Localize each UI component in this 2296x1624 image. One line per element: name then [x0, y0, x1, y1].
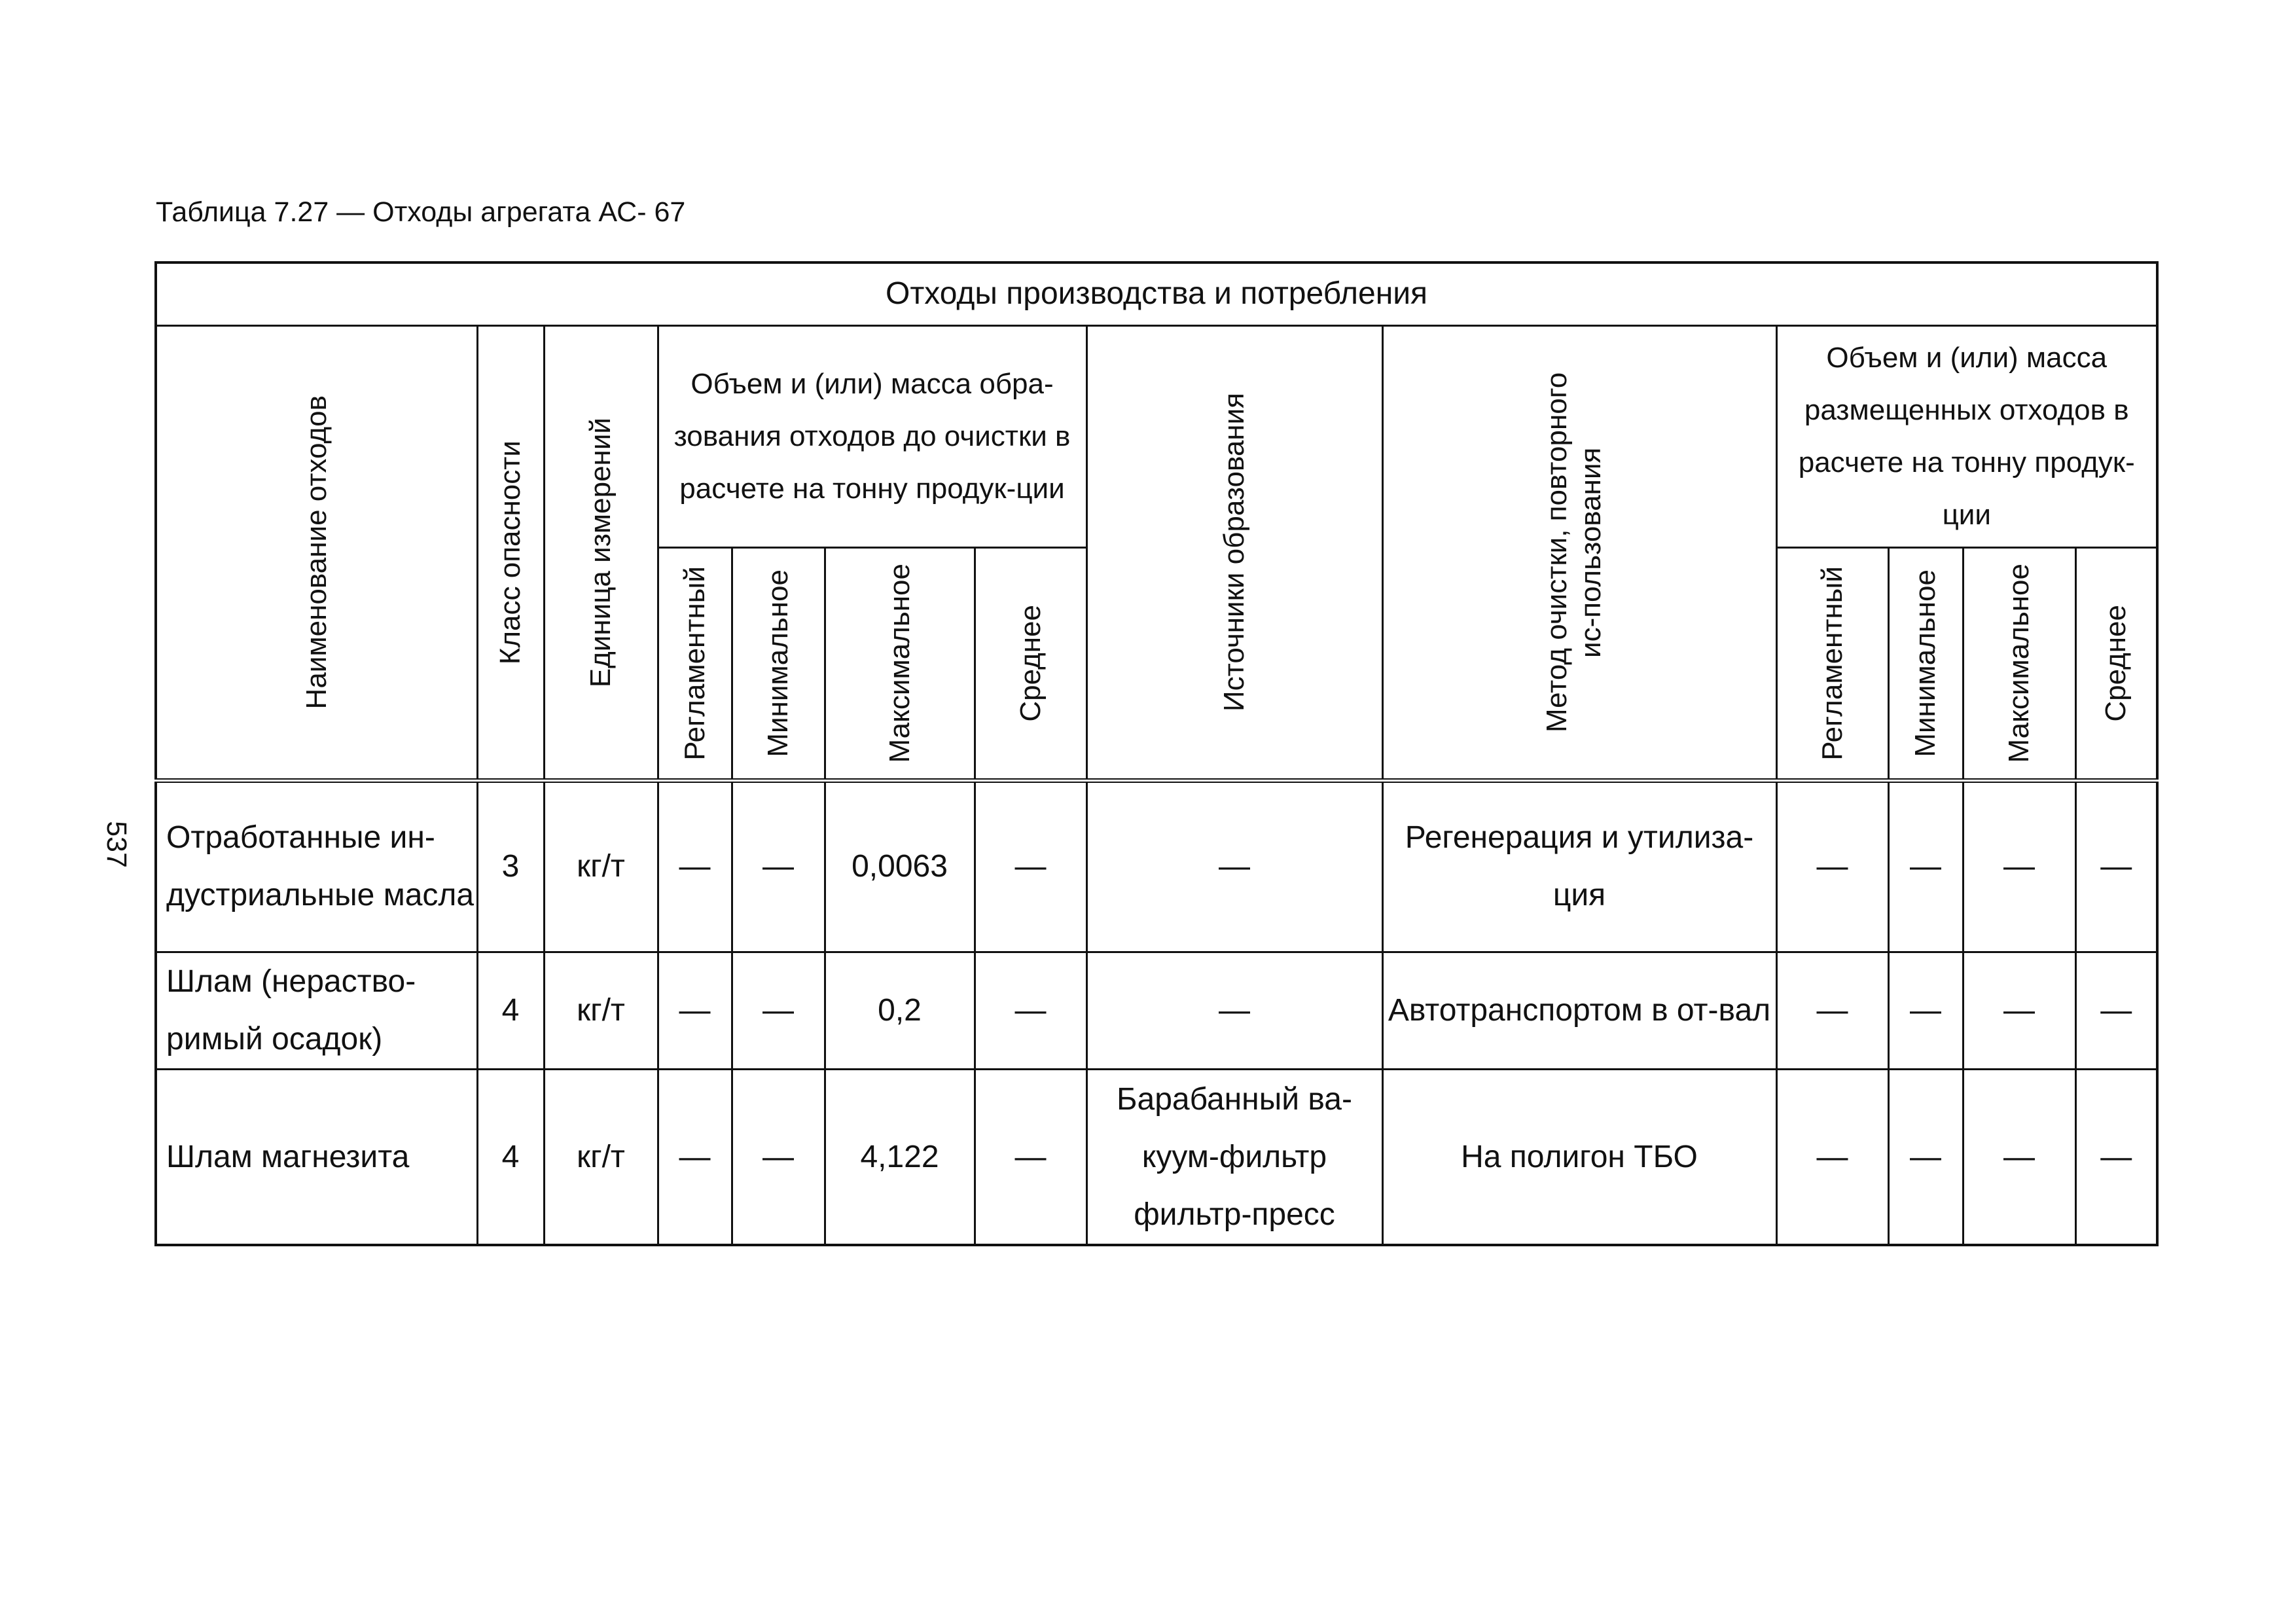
- header-method: [1382, 325, 1776, 780]
- header-placed-avg: [2075, 547, 2157, 780]
- header-sources-label: Источники образования: [1218, 393, 1250, 712]
- header-method-label: Метод очистки, повторного ис-пользования: [1541, 372, 1607, 732]
- header-unit-label: Единица измерений: [584, 417, 617, 687]
- cell-placed-avg: —: [2075, 1070, 2157, 1245]
- table-row: [156, 1070, 2157, 1245]
- cell-unit: кг/т: [544, 952, 658, 1070]
- cell-placed-min: —: [1888, 952, 1963, 1070]
- header-waste-name: [156, 325, 477, 780]
- page-number: 537: [101, 821, 132, 868]
- table-header-row-1: [156, 325, 2157, 547]
- cell-formed-avg: —: [975, 952, 1086, 1070]
- cell-placed-max: —: [1963, 780, 2075, 952]
- cell-sources: —: [1086, 780, 1382, 952]
- cell-formed-avg: —: [975, 1070, 1086, 1245]
- header-formed-max-label: Максимальное: [883, 564, 916, 763]
- cell-formed-min: —: [732, 1070, 825, 1245]
- cell-sources: Барабанный ва-куум-фильтр фильтр-пресс: [1086, 1070, 1382, 1245]
- header-unit: [544, 325, 658, 780]
- header-placed-max-label: Максимальное: [2003, 564, 2035, 763]
- cell-waste-name: Шлам магнезита: [156, 1070, 477, 1245]
- header-placed-reglament-label: Регламентный: [1816, 566, 1848, 761]
- cell-waste-name: Шлам (нераство-римый осадок): [156, 952, 477, 1070]
- header-hazard-class-label: Класс опасности: [494, 440, 526, 664]
- cell-method: На полигон ТБО: [1382, 1070, 1776, 1245]
- cell-placed-reglament: —: [1776, 780, 1888, 952]
- cell-hazard-class: 3: [477, 780, 544, 952]
- cell-placed-reglament: —: [1776, 1070, 1888, 1245]
- cell-formed-reglament: —: [658, 780, 732, 952]
- cell-sources: —: [1086, 952, 1382, 1070]
- cell-formed-reglament: —: [658, 952, 732, 1070]
- table-caption: Таблица 7.27 — Отходы агрегата АС- 67: [156, 196, 686, 228]
- cell-placed-avg: —: [2075, 780, 2157, 952]
- cell-unit: кг/т: [544, 780, 658, 952]
- cell-formed-max: 4,122: [825, 1070, 975, 1245]
- cell-placed-min: —: [1888, 780, 1963, 952]
- cell-placed-max: —: [1963, 1070, 2075, 1245]
- header-placed-reglament: [1776, 547, 1888, 780]
- waste-table: [154, 261, 2159, 1246]
- header-formed-reglament: [658, 547, 732, 780]
- cell-formed-reglament: —: [658, 1070, 732, 1245]
- cell-placed-max: —: [1963, 952, 2075, 1070]
- header-hazard-class: [477, 325, 544, 780]
- cell-formed-max: 0,0063: [825, 780, 975, 952]
- table-row: [156, 780, 2157, 952]
- table-top-header: Отходы производства и потребления: [156, 262, 2157, 325]
- header-formed-max: [825, 547, 975, 780]
- header-placed-max: [1963, 547, 2075, 780]
- cell-unit: кг/т: [544, 1070, 658, 1245]
- header-formed-avg-label: Среднее: [1014, 604, 1047, 722]
- cell-placed-reglament: —: [1776, 952, 1888, 1070]
- cell-waste-name: Отработанные ин-дустриальные масла: [156, 780, 477, 952]
- header-formed-min: [732, 547, 825, 780]
- cell-formed-min: —: [732, 952, 825, 1070]
- header-waste-name-label: Наименование отходов: [300, 395, 332, 710]
- header-formed-group: Объем и (или) масса обра-зования отходов до очистки в расчете на тонну продук-ции: [658, 325, 1086, 547]
- table-row: [156, 952, 2157, 1070]
- cell-placed-avg: —: [2075, 952, 2157, 1070]
- header-placed-group: Объем и (или) масса размещенных отходов в расчете на тонну продук-ции: [1776, 325, 2157, 547]
- cell-method: Автотранспортом в от-вал: [1382, 952, 1776, 1070]
- cell-placed-min: —: [1888, 1070, 1963, 1245]
- header-formed-reglament-label: Регламентный: [678, 566, 711, 761]
- cell-formed-avg: —: [975, 780, 1086, 952]
- cell-hazard-class: 4: [477, 1070, 544, 1245]
- table-top-header-row: [156, 262, 2157, 325]
- header-placed-min: [1888, 547, 1963, 780]
- header-sources: [1086, 325, 1382, 780]
- header-formed-avg: [975, 547, 1086, 780]
- cell-formed-min: —: [732, 780, 825, 952]
- header-placed-avg-label: Среднее: [2100, 604, 2132, 722]
- header-placed-min-label: Минимальное: [1909, 569, 1941, 757]
- cell-formed-max: 0,2: [825, 952, 975, 1070]
- header-formed-min-label: Минимальное: [762, 569, 794, 757]
- cell-method: Регенерация и утилиза-ция: [1382, 780, 1776, 952]
- cell-hazard-class: 4: [477, 952, 544, 1070]
